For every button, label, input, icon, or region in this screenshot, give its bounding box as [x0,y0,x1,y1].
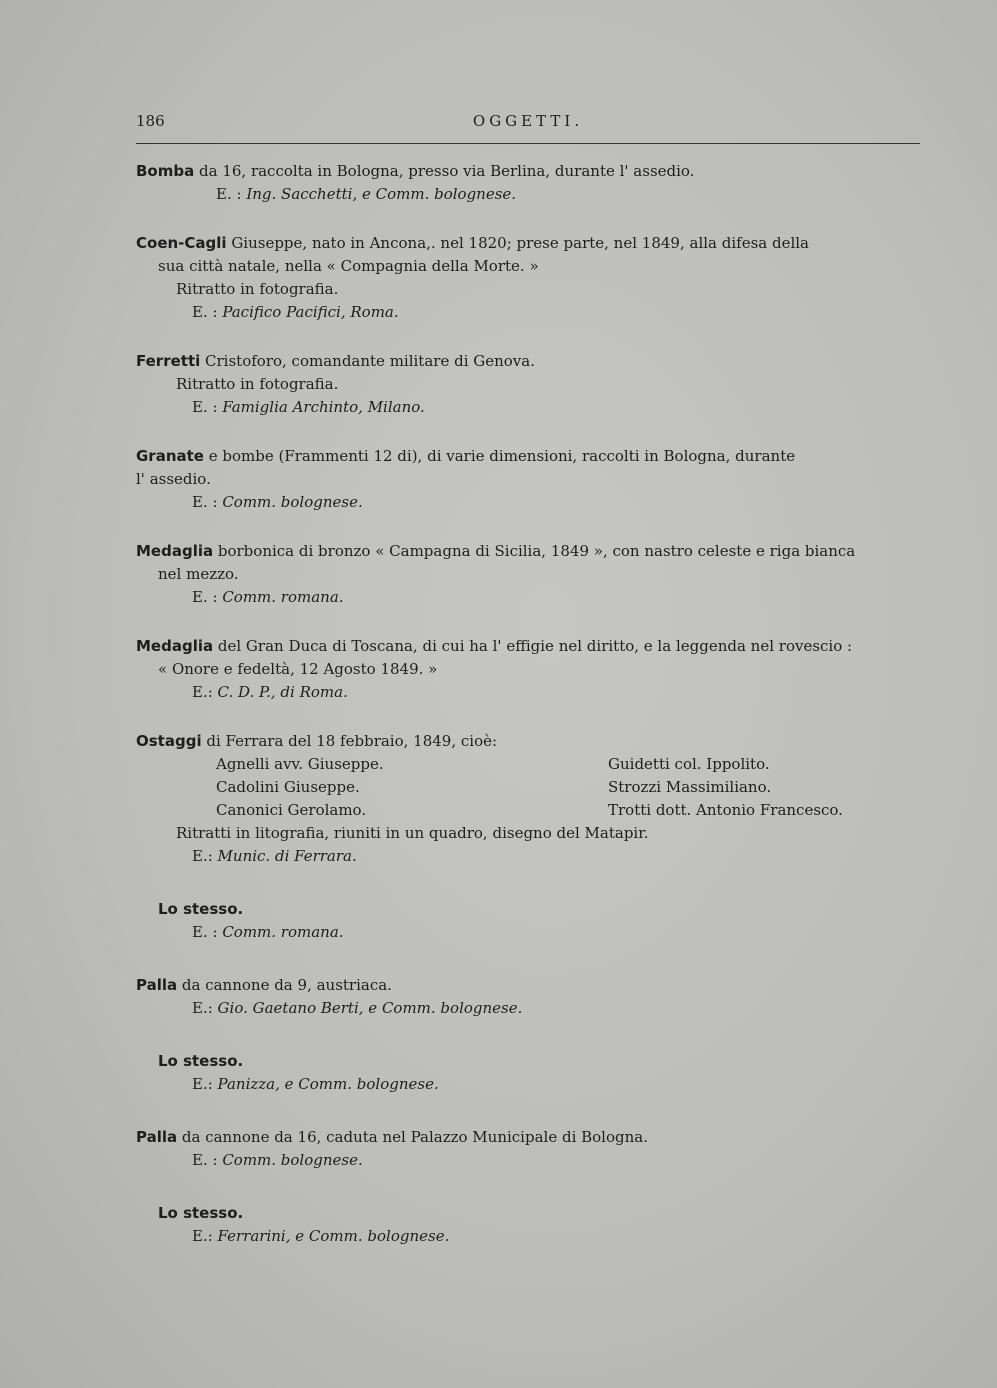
entry-granate [136,445,926,514]
hostage-row [136,776,926,799]
entry-headword: Ferretti [136,352,201,370]
hostage-row [136,753,926,776]
running-title: OGGETTI. [472,112,584,130]
entry-text-continued: sua città natale, nella « Compagnia della Morte. » [158,257,539,275]
entry-note: Ritratto in fotografia. [176,375,339,393]
donor-prefix: E.: [192,683,218,701]
entry-note: Ritratti in litografia, riuniti in un quadro, disegno del Matapir. [176,824,649,842]
donor-prefix: E.: [192,847,218,865]
page-header [136,112,920,134]
entry-text: Cristoforo, comandante militare di Genova. [200,352,535,370]
entry-lo-stesso [136,1050,926,1096]
donor-prefix: E.: [192,1227,218,1245]
donor-prefix: E. : [192,303,223,321]
entry-headword: Lo stesso. [158,900,244,918]
donor-name: Munic. di Ferrara. [217,847,357,865]
page-number: 186 [136,112,165,130]
entry-palla-9 [136,974,926,1020]
donor-name: Comm. romana. [222,588,344,606]
hostage-name: Canonici Gerolamo. [216,801,367,819]
hostage-name: Strozzi Massimiliano. [608,778,772,796]
entry-lo-stesso [136,1202,926,1248]
entry-headword: Granate [136,447,204,465]
donor-name: C. D. P., di Roma. [217,683,348,701]
entry-headword: Ostaggi [136,732,202,750]
donor-prefix: E. : [192,1151,223,1169]
donor-prefix: E.: [192,1075,218,1093]
donor-prefix: E. : [192,493,223,511]
hostage-name: Agnelli avv. Giuseppe. [216,755,384,773]
hostage-name: Cadolini Giuseppe. [216,778,360,796]
entry-text: e bombe (Frammenti 12 di), di varie dimensioni, raccolti in Bologna, durante [203,447,796,465]
entry-text-continued: nel mezzo. [158,565,239,583]
donor-name: Pacifico Pacifici, Roma. [222,303,399,321]
donor-prefix: E.: [192,999,218,1017]
hostage-name: Guidetti col. Ippolito. [608,755,770,773]
entry-medaglia-borbonica [136,540,926,609]
donor-prefix: E. : [192,923,223,941]
entry-headword: Palla [136,976,178,994]
donor-name: Ferrarini, e Comm. bolognese. [217,1227,450,1245]
entry-list [136,160,926,1274]
donor-name: Famiglia Archinto, Milano. [222,398,425,416]
entry-text: da cannone da 9, austriaca. [177,976,392,994]
entry-headword: Lo stesso. [158,1204,244,1222]
entry-lo-stesso [136,898,926,944]
entry-ostaggi [136,730,926,868]
entry-headword: Medaglia [136,637,214,655]
entry-headword: Palla [136,1128,178,1146]
donor-name: Comm. bolognese. [222,493,363,511]
donor-prefix: E. : [192,588,223,606]
entry-headword: Bomba [136,162,195,180]
donor-name: Ing. Sacchetti, e Comm. bolognese. [246,185,517,203]
entry-text-continued: « Onore e fedeltà, 12 Agosto 1849. » [158,660,438,678]
entry-note: Ritratto in fotografia. [176,280,339,298]
entry-text: da 16, raccolta in Bologna, presso via Berlina, durante l' assedio. [194,162,695,180]
donor-prefix: E. : [216,185,247,203]
entry-coen-cagli [136,232,926,324]
entry-text: Giuseppe, nato in Ancona,. nel 1820; prese parte, nel 1849, alla difesa della [226,234,809,252]
entry-text: di Ferrara del 18 febbraio, 1849, cioè: [201,732,498,750]
entry-text: da cannone da 16, caduta nel Palazzo Municipale di Bologna. [177,1128,648,1146]
entry-ferretti [136,350,926,419]
entry-medaglia-toscana [136,635,926,704]
entry-headword: Lo stesso. [158,1052,244,1070]
header-rule [136,143,920,144]
entry-palla-16 [136,1126,926,1172]
donor-name: Comm. bolognese. [222,1151,363,1169]
entry-text: borbonica di bronzo « Campagna di Sicilia, 1849 », con nastro celeste e riga bianca [213,542,856,560]
hostage-name: Trotti dott. Antonio Francesco. [608,801,843,819]
donor-name: Panizza, e Comm. bolognese. [217,1075,439,1093]
donor-name: Comm. romana. [222,923,344,941]
entry-text-continued: l' assedio. [136,470,211,488]
hostage-row [136,799,926,822]
entry-bomba [136,160,926,206]
entry-text: del Gran Duca di Toscana, di cui ha l' effigie nel diritto, e la leggenda nel rovescio : [213,637,853,655]
entry-headword: Coen-Cagli [136,234,227,252]
entry-headword: Medaglia [136,542,214,560]
donor-prefix: E. : [192,398,223,416]
donor-name: Gio. Gaetano Berti, e Comm. bolognese. [217,999,523,1017]
